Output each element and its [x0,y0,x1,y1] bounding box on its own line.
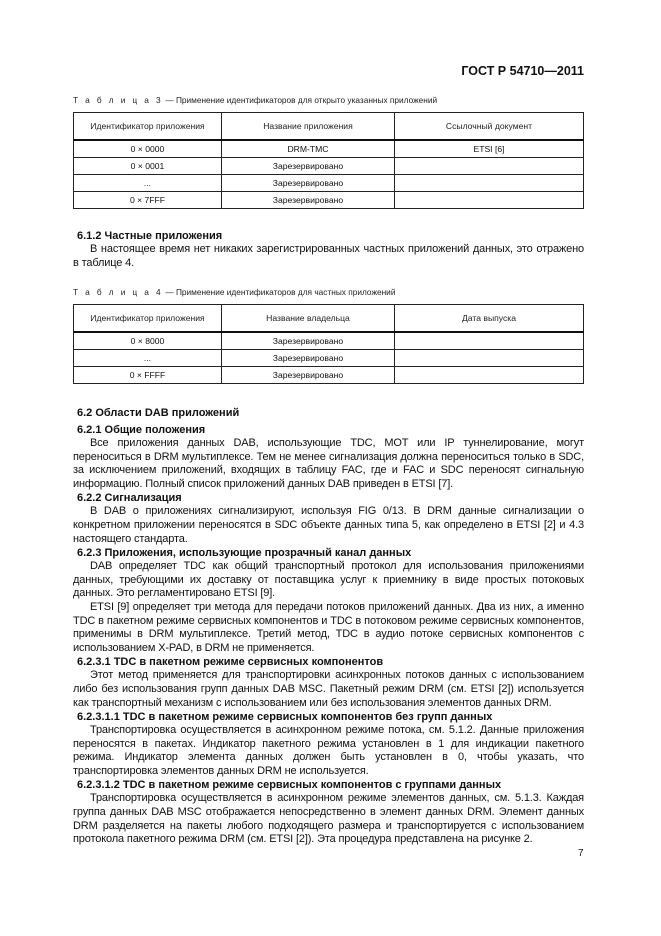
section-6-2 [73,406,584,847]
column-header: Дата выпуска [395,305,584,333]
column-header: Идентификатор приложения [74,305,222,333]
section-heading: 6.2.3.1 TDC в пакетном режиме сервисных компонентов [77,656,384,669]
cell: 0 × 7FFF [74,192,222,209]
paragraph: Все приложения данных DAB, использующие TDC, MOT или IP туннелирование, могут переноситься в DRM мультиплексе. Тем не менее сигнализация должна переноситься только в SDC, за исключением приложений, входящих в таблицу FAC, где и FAC и SDC переносят сигнальную информацию. Полный список приложений данных DAB приведен в ETSI [7]. [73,437,584,490]
table-row [74,332,584,350]
cell: 0 × 8000 [74,332,222,350]
cell [395,350,584,367]
paragraph: Транспортировка осуществляется в асинхронном режиме элементов данных, см. 5.1.3. Каждая группа данных DAB MSC отображается непосредственно в элемент данных DRM. Элемент данных DRM разделяется на пакеты любого подходящего размера и транспортируется с использованием протокола пакетного режима DRM (см. ETSI [2]). Эта процедура представлена на рисунке 2. [73,792,584,846]
table-3 [73,112,584,209]
paragraph: В DAB о приложениях сигнализируют, используя FIG 0/13. В DRM данные сигнализации о конкретном приложении переносятся в SDC объекте данных типа 5, как определено в ETSI [2] и 4.3 настоящего стандарта. [73,505,584,545]
cell [395,332,584,350]
paragraph: В настоящее время нет никаких зарегистрированных частных приложений данных, это отражено в таблице 4. [73,243,584,269]
cell [395,158,584,175]
section-heading: 6.2 Области DAB приложений [77,407,240,419]
cell: 0 × 0001 [74,158,222,175]
cell: Зарезервировано [222,158,395,175]
cell [395,192,584,209]
table-row [74,140,584,158]
table-4-caption [73,287,584,297]
table-row [74,367,584,384]
table-4-title: — Применение идентификаторов для частных приложений [163,287,396,297]
table-3-label: Т а б л и ц а 3 [73,95,164,105]
section-heading: 6.2.2 Сигнализация [77,492,182,505]
table-3-title: — Применение идентификаторов для открыто указанных приложений [163,95,438,105]
cell [395,367,584,384]
section-heading: 6.2.3.1.2 TDC в пакетном режиме сервисных компонентов с группами данных [77,779,502,792]
document-id: ГОСТ Р 54710—2011 [461,64,584,78]
section-heading: 6.2.3 Приложения, использующие прозрачный канал данных [77,547,412,560]
cell: Зарезервировано [222,192,395,209]
cell: 0 × 0000 [74,140,222,158]
cell: Зарезервировано [222,350,395,367]
section-heading: 6.2.1 Общие положения [77,424,206,436]
table-row [74,175,584,192]
table-row [74,350,584,367]
cell: Зарезервировано [222,332,395,350]
table-row [74,158,584,175]
cell: DRM-TMC [222,140,395,158]
table-4 [73,304,584,384]
column-header: Идентификатор приложения [74,113,222,141]
cell: ... [74,350,222,367]
column-header: Ссылочный документ [395,113,584,141]
cell: Зарезервировано [222,367,395,384]
cell: ETSI [6] [395,140,584,158]
paragraph: ETSI [9] определяет три метода для передачи потоков приложений данных. Два из них, а именно TDC в пакетном режиме сервисных компонентов и TDC в потоковом режиме сервисных компонентов, применимы в DRM мультиплексе. Третий метод, TDC в аудио потоке сервисных компонентов с использованием X-PAD, в DRM не применяется. [73,600,584,654]
table-3-caption [73,95,584,105]
column-header: Название владельца [222,305,395,333]
cell: 0 × FFFF [74,367,222,384]
page-number: 7 [578,848,584,859]
cell: ... [74,175,222,192]
cell: Зарезервировано [222,175,395,192]
column-header: Название приложения [222,113,395,141]
table-row [74,192,584,209]
section-heading: 6.2.3.1.1 TDC в пакетном режиме сервисных компонентов без групп данных [77,711,493,724]
section-6-1-2 [73,229,584,270]
paragraph: Этот метод применяется для транспортировки асинхронных потоков данных с использованием либо без использования групп данных DAB MSC. Пакетный режим DRM (см. ETSI [2]) используется как транспортный механизм с использованием или без использования элементов данных DRM. [73,669,584,709]
paragraph: DAB определяет TDC как общий транспортный протокол для использования приложениями данных, требующими их доставку от поставщика услуг к приемнику в виде простых потоковых данных. Это регламентировано ETSI [9]. [73,560,584,600]
section-heading: 6.1.2 Частные приложения [77,230,223,242]
paragraph: Транспортировка осуществляется в асинхронном режиме потока, см. 5.1.2. Данные приложения переносятся в пакетах. Индикатор пакетного режима установлен в 1 для индикации пакетного режима. Индикатор элемента данных должен быть установлен в 0, чтобы указать, что транспортировка элементов данных DRM не используется. [73,724,584,777]
table-4-label: Т а б л и ц а 4 [73,287,164,297]
cell [395,175,584,192]
